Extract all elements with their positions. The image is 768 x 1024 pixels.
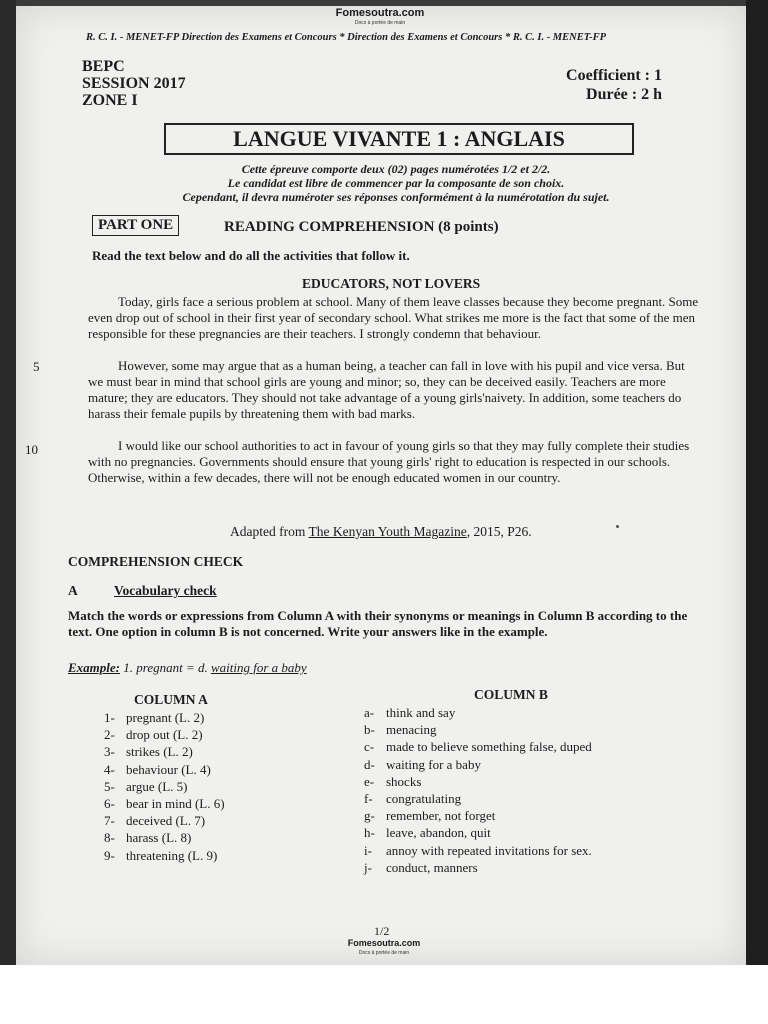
exam-title: LANGUE VIVANTE 1 : ANGLAIS bbox=[164, 123, 634, 155]
text-paragraph-1 bbox=[88, 294, 702, 342]
item-mark: 3- bbox=[104, 744, 115, 760]
speck bbox=[616, 525, 619, 528]
item-mark: c- bbox=[364, 739, 375, 755]
item-mark: j- bbox=[364, 859, 372, 875]
item-mark: d- bbox=[364, 756, 375, 772]
part-title: READING COMPREHENSION (8 points) bbox=[224, 219, 499, 235]
item-mark: 1- bbox=[104, 710, 115, 725]
bottom-logo bbox=[344, 938, 424, 948]
item-mark: e- bbox=[364, 773, 375, 789]
list-item bbox=[104, 743, 225, 760]
exam-instructions bbox=[136, 162, 656, 204]
example-label: Example: bbox=[68, 660, 120, 675]
instruction-line: Cette épreuve comporte deux (02) pages numérotées 1/2 et 2/2. bbox=[241, 162, 551, 176]
item-mark: 2- bbox=[104, 727, 115, 743]
text-paragraph-3 bbox=[88, 438, 702, 486]
item-mark: 7- bbox=[104, 813, 115, 829]
item-text: drop out (L. 2) bbox=[126, 727, 203, 743]
top-logo bbox=[334, 7, 426, 19]
list-item bbox=[364, 756, 592, 773]
item-mark: b- bbox=[364, 722, 375, 738]
item-text: leave, abandon, quit bbox=[386, 825, 491, 841]
item-text: strikes (L. 2) bbox=[126, 744, 193, 760]
source-suffix: , 2015, P26. bbox=[466, 524, 532, 539]
paragraph-text: However, some may argue that as a human being, a teacher can fall in love with his pupil and vice versa. But we must bear in mind that school girls are young and minor; so, they can be deceived easily. Teachers are more mature; they are educators. They should not take advantage of a young girls'naivety. In addition, some teachers do harass their female pupils by threatening them with bad marks. bbox=[88, 358, 685, 421]
item-text: bear in mind (L. 6) bbox=[126, 796, 225, 812]
exam-zone: ZONE I bbox=[82, 92, 138, 109]
exam-info bbox=[82, 58, 186, 109]
item-mark: 6- bbox=[104, 796, 115, 812]
list-item bbox=[104, 812, 225, 829]
list-item bbox=[364, 738, 592, 755]
item-mark: 5- bbox=[104, 778, 115, 794]
logo-text: Fomesoutra.com bbox=[347, 938, 421, 948]
item-text: waiting for a baby bbox=[386, 756, 481, 772]
list-item bbox=[104, 829, 225, 846]
section-title: Vocabulary check bbox=[114, 583, 217, 598]
instruction-line: Le candidat est libre de commencer par la composante de son choix. bbox=[227, 176, 565, 190]
item-text: pregnant (L. 2) bbox=[126, 710, 205, 725]
section-letter: A bbox=[68, 583, 78, 598]
example-prefix: 1. pregnant = d. bbox=[120, 660, 211, 675]
list-item bbox=[104, 709, 225, 726]
exam-sheet bbox=[16, 6, 746, 965]
exam-duration: Durée : 2 h bbox=[586, 86, 662, 103]
item-text: remember, not forget bbox=[386, 808, 496, 824]
item-text: argue (L. 5) bbox=[126, 778, 188, 794]
column-b-heading: COLUMN B bbox=[474, 687, 548, 702]
item-text: deceived (L. 7) bbox=[126, 813, 206, 829]
part-instruction: Read the text below and do all the activities that follow it. bbox=[92, 248, 410, 263]
item-mark: a- bbox=[364, 705, 375, 720]
item-text: threatening (L. 9) bbox=[126, 847, 218, 863]
exam-meta bbox=[566, 66, 662, 104]
item-text: conduct, manners bbox=[386, 859, 478, 875]
line-number: 5 bbox=[33, 359, 40, 374]
item-text: menacing bbox=[386, 722, 437, 738]
photo-frame-right bbox=[746, 0, 768, 965]
item-mark: g- bbox=[364, 808, 375, 824]
column-b-list bbox=[364, 704, 592, 876]
example-line bbox=[68, 660, 307, 676]
item-mark: 8- bbox=[104, 830, 115, 846]
item-text: made to believe something false, duped bbox=[386, 739, 592, 755]
column-a-heading: COLUMN A bbox=[134, 692, 208, 707]
list-item bbox=[104, 726, 225, 743]
line-number: 10 bbox=[25, 442, 38, 457]
list-item bbox=[364, 859, 592, 876]
source-title: The Kenyan Youth Magazine bbox=[308, 524, 467, 539]
item-mark: 4- bbox=[104, 761, 115, 777]
text-source bbox=[230, 524, 532, 540]
item-mark: 9- bbox=[104, 847, 115, 863]
list-item bbox=[104, 795, 225, 812]
exam-coefficient: Coefficient : 1 bbox=[566, 67, 662, 84]
item-text: think and say bbox=[386, 705, 456, 720]
photo-frame-left bbox=[0, 0, 16, 965]
item-text: shocks bbox=[386, 773, 422, 789]
list-item bbox=[364, 824, 592, 841]
item-mark: h- bbox=[364, 825, 375, 841]
list-item bbox=[104, 761, 225, 778]
part-label: PART ONE bbox=[92, 215, 179, 236]
page-number: 1/2 bbox=[374, 924, 390, 938]
item-mark: f- bbox=[364, 791, 373, 807]
text-paragraph-2 bbox=[88, 358, 702, 422]
item-text: congratulating bbox=[386, 791, 462, 807]
list-item bbox=[364, 773, 592, 790]
text-title: EDUCATORS, NOT LOVERS bbox=[302, 276, 481, 291]
list-item bbox=[104, 778, 225, 795]
comprehension-heading: COMPREHENSION CHECK bbox=[68, 554, 244, 569]
list-item bbox=[364, 842, 592, 859]
item-text: annoy with repeated invitations for sex. bbox=[386, 842, 592, 858]
logo-text: Fomesoutra.com bbox=[335, 7, 425, 19]
paragraph-text: I would like our school authorities to act in favour of young girls so that they may fully complete their studies with no pregnancies. Governments should ensure that young girls' right to education is respected in our schools. Otherwise, within a few decades, there will not be enough educated women in our country. bbox=[88, 438, 690, 485]
paragraph-text: Today, girls face a serious problem at school. Many of them leave classes because they become pregnant. Some even drop out of school in their first year of secondary school. What strikes me more is the fact that some of the men responsible for these pregnancies are their teachers. I strongly condemn that behaviour. bbox=[88, 294, 699, 341]
exam-name: BEPC bbox=[82, 58, 125, 75]
list-item bbox=[364, 721, 592, 738]
instruction-line: Cependant, il devra numéroter ses réponses conformément à la numérotation du sujet. bbox=[182, 190, 610, 204]
example-answer: waiting for a baby bbox=[210, 660, 307, 675]
item-text: behaviour (L. 4) bbox=[126, 761, 211, 777]
item-mark: i- bbox=[364, 842, 372, 858]
list-item bbox=[104, 847, 225, 864]
exam-session: SESSION 2017 bbox=[82, 75, 186, 92]
header-line: R. C. I. - MENET-FP Direction des Examens et Concours * Direction des Examens et Concours * R. C. I. - MENET-FP bbox=[86, 32, 607, 43]
source-prefix: Adapted from bbox=[230, 524, 309, 539]
list-item bbox=[364, 807, 592, 824]
match-instruction: Match the words or expressions from Column A with their synonyms or meanings in Column B according to the text. One option in column B is not concerned. Write your answers like in the example. bbox=[68, 608, 688, 639]
top-logo-tagline: Docs à portée de main bbox=[354, 20, 406, 26]
list-item bbox=[364, 704, 592, 721]
bottom-logo-tagline: Docs à portée de main bbox=[358, 950, 410, 956]
item-text: harass (L. 8) bbox=[126, 830, 192, 846]
column-a-list bbox=[104, 709, 225, 864]
list-item bbox=[364, 790, 592, 807]
